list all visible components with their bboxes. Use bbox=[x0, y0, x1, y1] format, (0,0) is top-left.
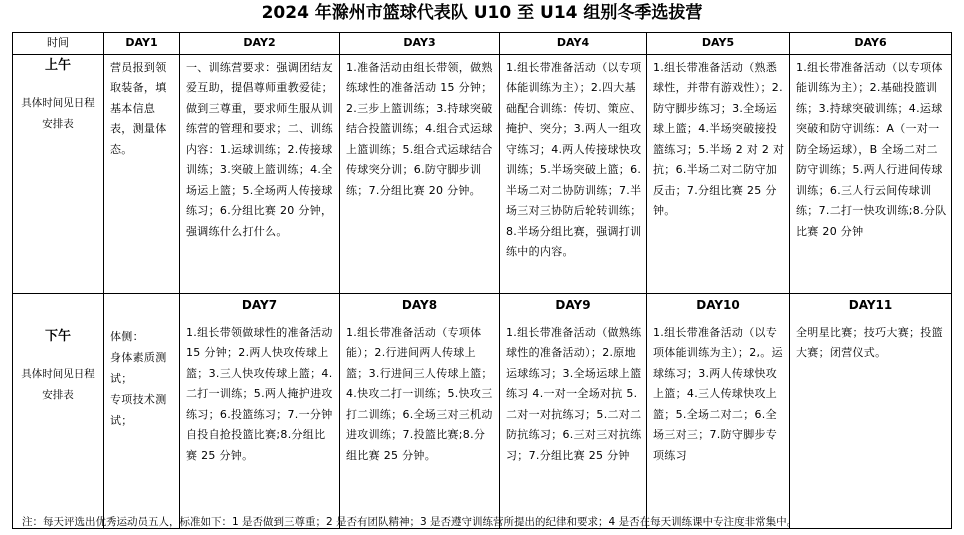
day8-cell: 1.组长带准备活动（专项体能）；2.行进间两人传球上篮；3.行进间三人传球上篮；4.快攻二打一训练；5.快攻三打二训练；6.全场三对三机动进攻训练；7.投篮比赛;8.分组比赛 25 分钟。 bbox=[346, 325, 493, 462]
day-header: DAY2 bbox=[180, 33, 340, 55]
day1-cell: 营员报到领取装备，填基本信息表，测量体态。 bbox=[110, 60, 167, 156]
morning-label: 上午 bbox=[44, 57, 71, 73]
day-header: DAY10 bbox=[696, 297, 740, 312]
day3-cell: 1.准备活动由组长带领，做熟练球性的准备活动 15 分钟；2.三步上篮训练；3.持球突破结合投篮训练；4.组合式运球上篮训练；5.组合式运球结合传球突分训；6.防守脚步训练；7.分组比赛 20 分钟。 bbox=[346, 60, 493, 197]
footnote: 注：每天评选出优秀运动员五人，标准如下：1 是否做到三尊重；2 是否有团队精神；3 是否遵守训练营所提出的纪律和要求；4 是否在每天训练课中专注度非常集中。 bbox=[22, 516, 798, 528]
afternoon-sub: 具体时间见日程安排表 bbox=[21, 367, 95, 401]
page-title: 2024 年滁州市篮球代表队 U10 至 U14 组别冬季选拔营 bbox=[261, 3, 703, 23]
day-header: DAY5 bbox=[647, 33, 790, 55]
day11-cell: 全明星比赛；技巧大赛；投篮大赛；闭营仪式。 bbox=[796, 325, 943, 359]
afternoon-slot bbox=[13, 293, 104, 528]
day5-cell: 1.组长带准备活动（熟悉球性，并带有游戏性）；2.防守脚步练习；3.全场运球上篮；4.半场突破接投篮练习；5.半场 2 对 2 对抗；6.半场二对二防守加反击；7.分组比赛 25 分钟。 bbox=[653, 60, 785, 217]
day-header: DAY9 bbox=[555, 297, 591, 312]
day10-cell: 1.组长带准备活动（以专项体能训练为主）；2,。运球练习；3.两人传球快攻上篮；4.三人传球快攻上篮；5.全场二对二；6.全场三对三；7.防守脚步专项练习 bbox=[653, 325, 783, 462]
day6-cell: 1.组长带准备活动（以专项体能训练为主）；2.基础投篮训练；3.持球突破训练；4.运球突破和防守训练：A（一对一防全场运球），B 全场二对二防守训练；5.两人行进间传球训练；6.三人行云间传球训练；7.二打一快攻训练;8.分队比赛 20 分钟 bbox=[796, 60, 947, 238]
day-header: DAY8 bbox=[401, 297, 438, 312]
schedule-table bbox=[12, 32, 952, 529]
day-header: DAY7 bbox=[241, 297, 278, 312]
day-header: DAY1 bbox=[104, 33, 180, 55]
day2-cell: 一、训练营要求：强调团结友爱互助，提倡尊师重教爱徒；做到三尊重，要求师生服从训练营的管理和要求；二、训练内容：1.运球训练；2.传接球训练；3.突破上篮训练；4.全场运上篮；5.全场两人传接球练习；6.分组比赛 20 分钟，强调练什么打什么。 bbox=[186, 60, 333, 238]
morning-slot bbox=[13, 54, 104, 293]
afternoon-label: 下午 bbox=[44, 328, 71, 344]
day7-cell: 1.组长带领做球性的准备活动 15 分钟；2.两人快攻传球上篮；3.三人快攻传球上篮；4.二打一训练；5.两人掩护进攻练习；6.投篮练习；7.一分钟自投自抢投篮比赛;8.分组比赛 25 分钟。 bbox=[186, 325, 333, 462]
morning-sub: 具体时间见日程安排表 bbox=[21, 96, 95, 130]
afternoon-row bbox=[13, 293, 952, 528]
day-header: DAY3 bbox=[340, 33, 500, 55]
day-header: DAY11 bbox=[848, 297, 893, 312]
day-header: DAY4 bbox=[500, 33, 647, 55]
morning-row bbox=[13, 54, 952, 293]
day1-afternoon-cell: 体侧： 身体素质测试； 专项技术测试； bbox=[110, 329, 167, 427]
header-row bbox=[13, 33, 952, 55]
day9-cell: 1.组长带准备活动（做熟练球性的准备活动）；2.原地运球练习；3.全场运球上篮练习 4.一对一全场对抗 5.二对一对抗练习；5.二对二防抗练习；6.三对三对抗练习；7.分组比赛 25 分钟 bbox=[506, 325, 642, 462]
day-header: DAY6 bbox=[790, 33, 952, 55]
day4-cell: 1.组长带准备活动（以专项体能训练为主）；2.四大基础配合训练：传切、策应、掩护、突分；3.两人一组攻守练习；4.两人传接球快攻训练；5.半场突破上篮；6.半场二对二协防训练；7.半场三对三协防后轮转训练；8.半场分组比赛，强调打训练中的内容。 bbox=[506, 60, 642, 258]
time-header: 时间 bbox=[13, 33, 104, 55]
